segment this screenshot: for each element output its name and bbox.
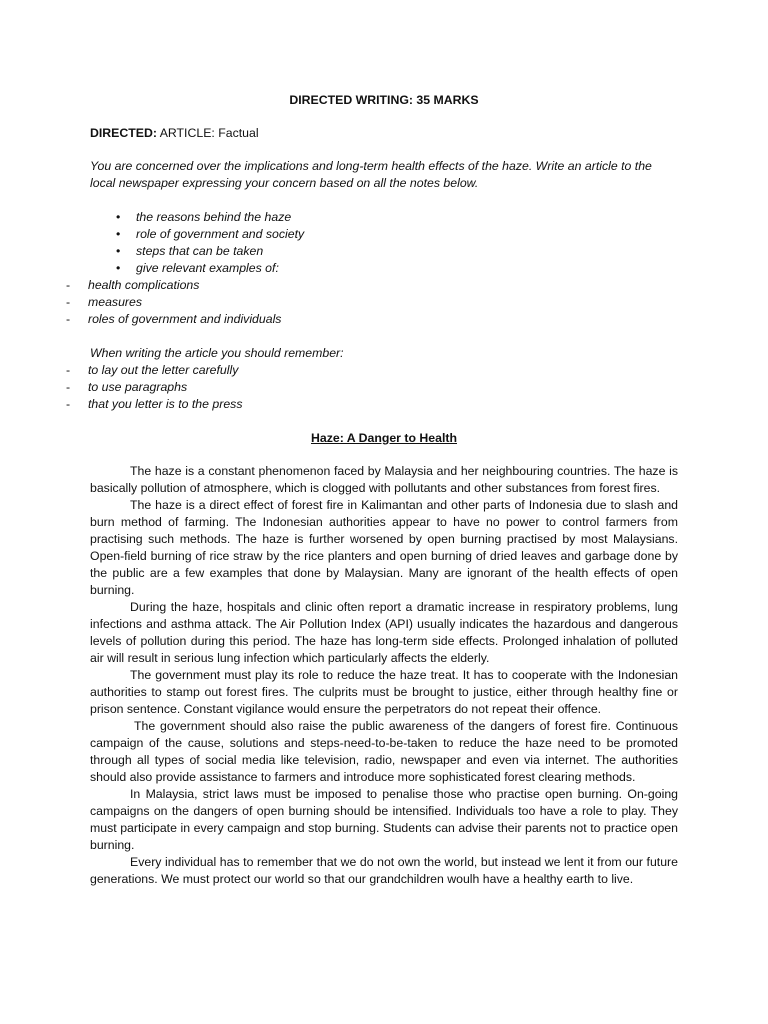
article-paragraph: During the haze, hospitals and clinic often report a dramatic increase in respiratory problems, lung infections and asthma attack. The Air Pollution Index (API) usually indicates the hazardous and dangerous levels of pollution during this period. The haze has long-term side effects. Prolonged inhalation of polluted air will result in serious lung infection which particularly affects the elderly. bbox=[90, 600, 678, 665]
list-item: • give relevant examples of: bbox=[116, 261, 279, 275]
bullet-icon: • bbox=[116, 210, 121, 224]
dash-icon: - bbox=[66, 380, 71, 394]
dash-icon: - bbox=[66, 295, 71, 309]
page-title: DIRECTED WRITING: 35 MARKS bbox=[289, 93, 479, 107]
list-item: - health complications bbox=[66, 278, 200, 292]
remember-intro: When writing the article you should remember: bbox=[90, 346, 344, 360]
dash-icon: - bbox=[66, 397, 71, 411]
article-body bbox=[90, 463, 678, 888]
directed-value: ARTICLE: Factual bbox=[156, 126, 259, 140]
article-paragraph: In Malaysia, strict laws must be imposed to penalise those who practise open burning. On-going campaigns on the dangers of open burning should be intensified. Individuals too have a role to play. They must participate in every campaign and stop burning. Students can advise their parents not to practice open burning. bbox=[90, 787, 678, 852]
notes-bullet-list bbox=[112, 209, 304, 277]
bullet-icon: • bbox=[116, 261, 121, 275]
task-instructions: You are concerned over the implications and long-term health effects of the haze. Write an article to the local newspaper expressing your concern based on all the notes below. bbox=[90, 159, 652, 190]
dash-icon: - bbox=[66, 312, 71, 326]
remember-list bbox=[66, 362, 242, 413]
article-paragraph: Every individual has to remember that we do not own the world, but instead we lent it from our future generations. We must protect our world so that our grandchildren woulh have a healthy earth to live. bbox=[90, 855, 678, 886]
article-paragraph: The haze is a direct effect of forest fire in Kalimantan and other parts of Indonesia due to slash and burn method of farming. The Indonesian authorities appear to have no power to control farmers from practising such methods. The haze is further worsened by open burning practised by most Malaysians. Open-field burning of rice straw by the rice planters and open burning of dried leaves and garbage done by the public are a few examples that done by Malaysian. Many are ignorant of the health effects of open burning. bbox=[90, 498, 678, 597]
list-item: - to use paragraphs bbox=[66, 380, 188, 394]
list-item: • role of government and society bbox=[116, 227, 305, 241]
article-paragraph: The government must play its role to reduce the haze treat. It has to cooperate with the Indonesian authorities to stamp out forest fires. The culprits must be brought to justice, either through healthy fine or prison sentence. Constant vigilance would ensure the perpetrators do not repeat their offence. bbox=[90, 668, 678, 716]
list-item: - roles of government and individuals bbox=[66, 312, 282, 326]
list-item: • the reasons behind the haze bbox=[116, 210, 292, 224]
directed-line bbox=[90, 125, 259, 142]
dash-icon: - bbox=[66, 278, 71, 292]
bullet-icon: • bbox=[116, 227, 121, 241]
directed-label: DIRECTED: bbox=[90, 126, 157, 140]
list-item: - to lay out the letter carefully bbox=[66, 363, 239, 377]
article-heading: Haze: A Danger to Health bbox=[311, 431, 457, 445]
list-item: • steps that can be taken bbox=[116, 244, 264, 258]
dash-icon: - bbox=[66, 363, 71, 377]
bullet-icon: • bbox=[116, 244, 121, 258]
article-paragraph: The government should also raise the public awareness of the dangers of forest fire. Continuous campaign of the cause, solutions and steps-need-to-be-taken to reduce the haze need to be promoted through all types of social media like television, radio, newspaper and even via internet. The authorities should also provide assistance to farmers and introduce more sophisticated forest clearing methods. bbox=[90, 719, 678, 784]
article-paragraph: The haze is a constant phenomenon faced by Malaysia and her neighbouring countries. The haze is basically pollution of atmosphere, which is clogged with pollutants and other substances from forest fires. bbox=[90, 464, 678, 495]
list-item: - that you letter is to the press bbox=[66, 397, 243, 411]
list-item: - measures bbox=[66, 295, 142, 309]
examples-list bbox=[66, 277, 281, 328]
